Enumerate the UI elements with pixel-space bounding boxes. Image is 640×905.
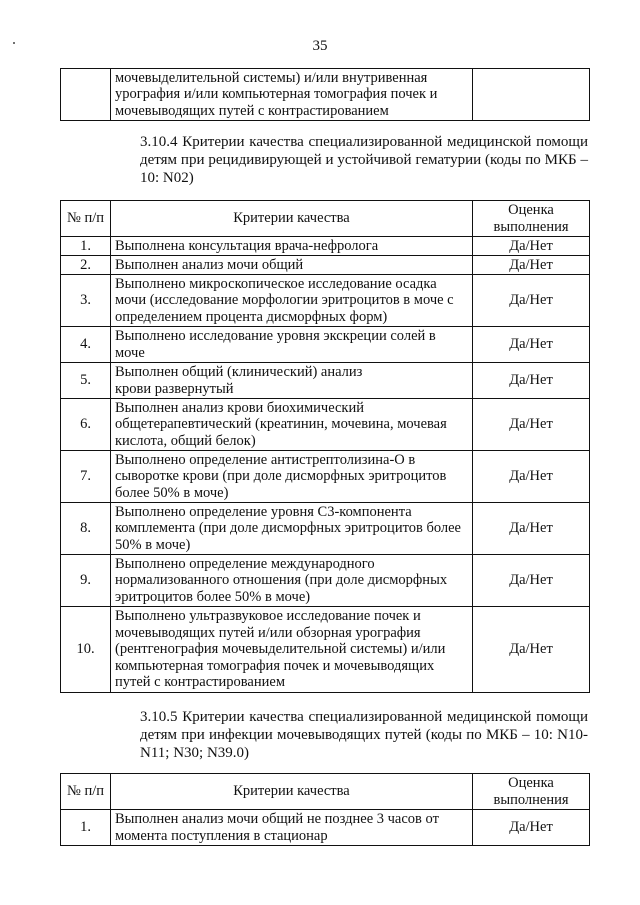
table-row [61, 451, 590, 503]
row-criterion: Выполнен анализ мочи общий не позднее 3 часов от момента поступления в стационар [111, 810, 473, 846]
header-evaluation: Оценка выполнения [473, 774, 590, 810]
row-criterion: Выполнено микроскопическое исследование осадка мочи (исследование морфологии эритроцитов в моче с определением процента дисморфных форм) [111, 275, 473, 327]
table-row [61, 555, 590, 607]
table-row [61, 327, 590, 363]
quality-criteria-table-hematuria [60, 200, 590, 693]
header-criterion: Критерии качества [111, 774, 473, 810]
scan-speck [13, 42, 15, 44]
row-number: 3. [61, 275, 111, 327]
table-row [61, 607, 590, 693]
row-number: 7. [61, 451, 111, 503]
row-number [61, 69, 111, 121]
row-evaluation: Да/Нет [473, 327, 590, 363]
row-evaluation: Да/Нет [473, 555, 590, 607]
row-number: 6. [61, 399, 111, 451]
row-number: 1. [61, 237, 111, 256]
row-criterion: мочевыделительной системы) и/или внутривенная урография и/или компьютерная томография почек и мочевыводящих путей с контрастированием [111, 69, 473, 121]
table-header-row [61, 774, 590, 810]
header-evaluation: Оценка выполнения [473, 201, 590, 237]
row-criterion: Выполнено ультразвуковое исследование почек и мочевыводящих путей и/или обзорная урография (рентгенография мочевыделительной системы) и/или компьютерная томография почек и мочевыводящих путей с контрастированием [111, 607, 473, 693]
row-evaluation: Да/Нет [473, 503, 590, 555]
row-evaluation: Да/Нет [473, 275, 590, 327]
row-number: 2. [61, 256, 111, 275]
table-row [61, 256, 590, 275]
quality-criteria-table-uti [60, 773, 590, 846]
row-evaluation: Да/Нет [473, 451, 590, 503]
header-number: № п/п [61, 201, 111, 237]
row-criterion: Выполнен анализ крови биохимический общетерапевтический (креатинин, мочевина, мочевая кислота, общий белок) [111, 399, 473, 451]
table-row [61, 399, 590, 451]
row-criterion: Выполнена консультация врача-нефролога [111, 237, 473, 256]
table-row [61, 237, 590, 256]
section-heading-3-10-4: 3.10.4 Критерии качества специализированной медицинской помощи детям при рецидивирующей и устойчивой гематурии (коды по МКБ – 10: N02) [140, 134, 588, 186]
row-evaluation [473, 69, 590, 121]
page-number: 35 [312, 38, 328, 54]
row-evaluation: Да/Нет [473, 237, 590, 256]
row-criterion: Выполнен общий (клинический) анализ крови развернутый [111, 363, 473, 399]
row-criterion: Выполнено определение уровня С3-компонента комплемента (при доле дисморфных эритроцитов более 50% в моче) [111, 503, 473, 555]
row-number: 10. [61, 607, 111, 693]
header-number: № п/п [61, 774, 111, 810]
row-criterion: Выполнено исследование уровня экскреции солей в моче [111, 327, 473, 363]
row-number: 8. [61, 503, 111, 555]
table-row [61, 275, 590, 327]
row-number: 9. [61, 555, 111, 607]
row-number: 4. [61, 327, 111, 363]
table-header-row [61, 201, 590, 237]
section-heading-3-10-5: 3.10.5 Критерии качества специализированной медицинской помощи детям при инфекции мочевыводящих путей (коды по МКБ – 10: N10-N11; N30; N39.0) [140, 709, 588, 761]
row-evaluation: Да/Нет [473, 810, 590, 846]
table-row [61, 810, 590, 846]
continuation-table [60, 68, 590, 121]
table-row [61, 69, 590, 121]
row-criterion: Выполнено определение антистрептолизина-О в сыворотке крови (при доле дисморфных эритроцитов более 50% в моче) [111, 451, 473, 503]
row-number: 1. [61, 810, 111, 846]
header-criterion: Критерии качества [111, 201, 473, 237]
table-row [61, 363, 590, 399]
row-evaluation: Да/Нет [473, 607, 590, 693]
row-criterion: Выполнено определение международного нормализованного отношения (при доле дисморфных эритроцитов более 50% в моче) [111, 555, 473, 607]
table-row [61, 503, 590, 555]
row-number: 5. [61, 363, 111, 399]
row-evaluation: Да/Нет [473, 363, 590, 399]
row-evaluation: Да/Нет [473, 399, 590, 451]
row-evaluation: Да/Нет [473, 256, 590, 275]
row-criterion: Выполнен анализ мочи общий [111, 256, 473, 275]
